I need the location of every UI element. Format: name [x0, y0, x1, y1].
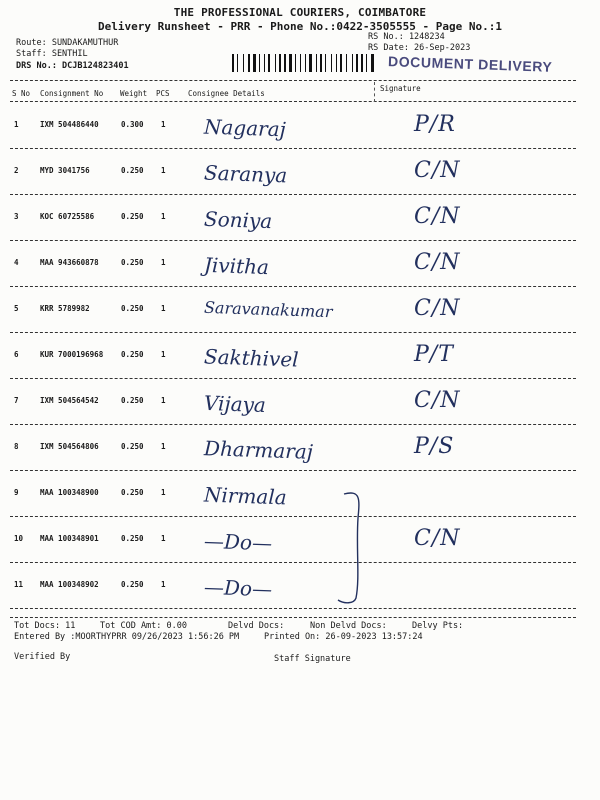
- col-consignment: Consignment No: [40, 89, 104, 98]
- row-separator: [10, 562, 576, 563]
- barcode-bar: [259, 54, 260, 72]
- row-consignment-no: MAA 943660878: [40, 258, 99, 267]
- row-signature: C/N: [414, 204, 461, 229]
- row-weight: 0.250: [121, 442, 144, 451]
- row-weight: 0.250: [121, 580, 144, 589]
- company-title: THE PROFESSIONAL COURIERS, COIMBATORE: [173, 6, 427, 19]
- row-signature: P/R: [414, 112, 456, 137]
- staff-signature: Staff Signature: [274, 654, 351, 664]
- row-pcs: 1: [161, 396, 166, 405]
- row-consignment-no: KRR 5789982: [40, 304, 90, 313]
- barcode-bar: [271, 54, 274, 72]
- barcode-bar: [235, 54, 236, 72]
- barcode-bar: [346, 54, 347, 72]
- row-sno: 4: [14, 258, 19, 267]
- footer-rule: [10, 617, 576, 618]
- row-consignment-no: MAA 100348900: [40, 488, 99, 497]
- row-consignment-no: IXM 504564806: [40, 442, 99, 451]
- row-consignment-no: IXM 504564542: [40, 396, 99, 405]
- row-consignee-handwritten: Sakthivel: [203, 344, 299, 372]
- row-consignee-handwritten: Saranya: [203, 160, 288, 188]
- row-signature: C/N: [414, 526, 461, 551]
- row-pcs: 1: [161, 534, 166, 543]
- barcode-bar: [343, 54, 345, 72]
- barcode-bar: [293, 54, 294, 72]
- barcode-bar: [309, 54, 312, 72]
- row-consignee-handwritten: Vijaya: [203, 390, 267, 418]
- row-pcs: 1: [161, 442, 166, 451]
- row-sno: 1: [14, 120, 19, 129]
- barcode-bar: [325, 54, 326, 72]
- route-label: Route: SUNDAKAMUTHUR: [16, 38, 119, 48]
- table-top-rule: [10, 80, 576, 81]
- barcode-bar: [282, 54, 283, 72]
- barcode-bar: [232, 54, 234, 72]
- row-pcs: 1: [161, 212, 166, 221]
- row-weight: 0.250: [121, 304, 144, 313]
- barcode-bar: [340, 54, 342, 72]
- row-pcs: 1: [161, 350, 166, 359]
- row-signature: P/S: [414, 434, 455, 459]
- barcode-bar: [366, 54, 367, 72]
- col-consignee: Consignee Details: [188, 89, 265, 98]
- runsheet-subtitle: Delivery Runsheet - PRR - Phone No.:0422-3505555 - Page No.:1: [98, 20, 502, 33]
- barcode-bar: [302, 54, 304, 72]
- signature-divider: [374, 82, 375, 102]
- row-consignee-handwritten: Saravanakumar: [203, 297, 333, 322]
- row-sno: 11: [14, 580, 24, 589]
- barcode-bar: [318, 54, 319, 72]
- row-sno: 2: [14, 166, 19, 175]
- barcode-bar: [243, 54, 244, 72]
- row-consignee-handwritten: Nagaraj: [203, 114, 287, 142]
- row-consignment-no: KUR 7000196968: [40, 350, 104, 359]
- row-weight: 0.250: [121, 396, 144, 405]
- row-separator: [10, 332, 576, 333]
- barcode-bar: [253, 54, 256, 72]
- row-separator: [10, 516, 576, 517]
- barcode-bar: [327, 54, 330, 72]
- row-weight: 0.250: [121, 488, 144, 497]
- barcode-bar: [354, 54, 355, 72]
- col-signature: Signature: [380, 84, 421, 93]
- rs-date: RS Date: 26-Sep-2023: [368, 43, 471, 53]
- row-separator: [10, 194, 576, 195]
- row-consignee-handwritten: Jivitha: [203, 252, 270, 280]
- barcode-bar: [316, 54, 317, 72]
- barcode-bar: [338, 54, 339, 72]
- barcode: [232, 54, 382, 72]
- barcode-bar: [257, 54, 258, 72]
- row-signature: C/N: [414, 388, 461, 413]
- header-rule: [10, 101, 576, 102]
- row-signature: C/N: [414, 158, 461, 183]
- barcode-bar: [266, 54, 267, 72]
- row-sno: 8: [14, 442, 19, 451]
- row-weight: 0.250: [121, 166, 144, 175]
- barcode-bar: [305, 54, 306, 72]
- delivered-docs: Delvd Docs:: [228, 621, 285, 631]
- barcode-bar: [371, 54, 374, 72]
- barcode-bar: [331, 54, 332, 72]
- barcode-bar: [289, 54, 292, 72]
- barcode-bar: [287, 54, 288, 72]
- barcode-bar: [336, 54, 337, 72]
- row-consignee-handwritten: Nirmala: [203, 482, 288, 510]
- row-signature: P/T: [414, 342, 454, 367]
- row-pcs: 1: [161, 120, 166, 129]
- barcode-bar: [264, 54, 265, 72]
- tot-cod-amount: Tot COD Amt: 0.00: [100, 621, 187, 631]
- document-delivery-stamp: DOCUMENT DELIVERY: [387, 53, 553, 75]
- barcode-bar: [323, 54, 324, 72]
- barcode-bar: [251, 54, 252, 72]
- barcode-bar: [368, 54, 370, 72]
- row-consignee-handwritten: Soniya: [203, 206, 273, 234]
- verified-by: Verified By: [14, 652, 71, 662]
- barcode-bar: [364, 54, 365, 72]
- barcode-bar: [333, 54, 335, 72]
- row-separator: [10, 608, 576, 609]
- row-separator: [10, 148, 576, 149]
- barcode-bar: [279, 54, 281, 72]
- row-consignment-no: KOC 60725586: [40, 212, 95, 221]
- ditto-bracket: [330, 488, 370, 608]
- row-weight: 0.300: [121, 120, 144, 129]
- row-weight: 0.250: [121, 212, 144, 221]
- row-consignee-handwritten: Dharmaraj: [203, 436, 314, 464]
- barcode-bar: [320, 54, 322, 72]
- row-sno: 6: [14, 350, 19, 359]
- barcode-bar: [313, 54, 315, 72]
- barcode-bar: [284, 54, 286, 72]
- non-delivered-docs: Non Delvd Docs:: [310, 621, 387, 631]
- row-separator: [10, 424, 576, 425]
- row-consignment-no: IXM 504486440: [40, 120, 99, 129]
- row-pcs: 1: [161, 258, 166, 267]
- barcode-bar: [352, 54, 353, 72]
- barcode-bar: [359, 54, 360, 72]
- row-consignee-handwritten: —Do—: [203, 574, 273, 602]
- barcode-bar: [356, 54, 358, 72]
- row-separator: [10, 378, 576, 379]
- row-consignment-no: MAA 100348902: [40, 580, 99, 589]
- staff-label: Staff: SENTHIL: [16, 49, 88, 59]
- barcode-bar: [248, 54, 250, 72]
- tot-docs: Tot Docs: 11: [14, 621, 76, 631]
- col-weight: Weight: [120, 89, 148, 98]
- row-separator: [10, 240, 576, 241]
- barcode-bar: [277, 54, 278, 72]
- row-weight: 0.250: [121, 350, 144, 359]
- col-sno: S No: [12, 89, 31, 98]
- row-pcs: 1: [161, 488, 166, 497]
- barcode-bar: [300, 54, 301, 72]
- row-pcs: 1: [161, 166, 166, 175]
- row-consignee-handwritten: —Do—: [203, 528, 273, 556]
- entered-by: Entered By :MOORTHYPRR 09/26/2023 1:56:26 PM: [14, 632, 240, 642]
- drs-number: DRS No.: DCJB124823401: [16, 61, 129, 71]
- delivery-points: Delvy Pts:: [412, 621, 464, 631]
- barcode-bar: [307, 54, 308, 72]
- printed-on: Printed On: 26-09-2023 13:57:24: [264, 632, 423, 642]
- barcode-bar: [268, 54, 270, 72]
- barcode-bar: [261, 54, 263, 72]
- rs-number: RS No.: 1248234: [368, 32, 445, 42]
- barcode-bar: [361, 54, 363, 72]
- row-pcs: 1: [161, 580, 166, 589]
- barcode-bar: [245, 54, 247, 72]
- row-weight: 0.250: [121, 534, 144, 543]
- row-pcs: 1: [161, 304, 166, 313]
- row-sno: 9: [14, 488, 19, 497]
- row-sno: 7: [14, 396, 19, 405]
- row-weight: 0.250: [121, 258, 144, 267]
- row-sno: 10: [14, 534, 24, 543]
- row-consignment-no: MAA 100348901: [40, 534, 99, 543]
- row-sno: 5: [14, 304, 19, 313]
- barcode-bar: [375, 54, 376, 72]
- row-signature: C/N: [414, 296, 461, 321]
- barcode-bar: [348, 54, 351, 72]
- row-separator: [10, 286, 576, 287]
- barcode-bar: [239, 54, 242, 72]
- barcode-bar: [275, 54, 276, 72]
- row-consignment-no: MYD 3041756: [40, 166, 90, 175]
- barcode-bar: [295, 54, 296, 72]
- barcode-bar: [237, 54, 238, 72]
- row-separator: [10, 470, 576, 471]
- barcode-bar: [297, 54, 299, 72]
- row-sno: 3: [14, 212, 19, 221]
- row-signature: C/N: [414, 250, 461, 275]
- col-pcs: PCS: [156, 89, 170, 98]
